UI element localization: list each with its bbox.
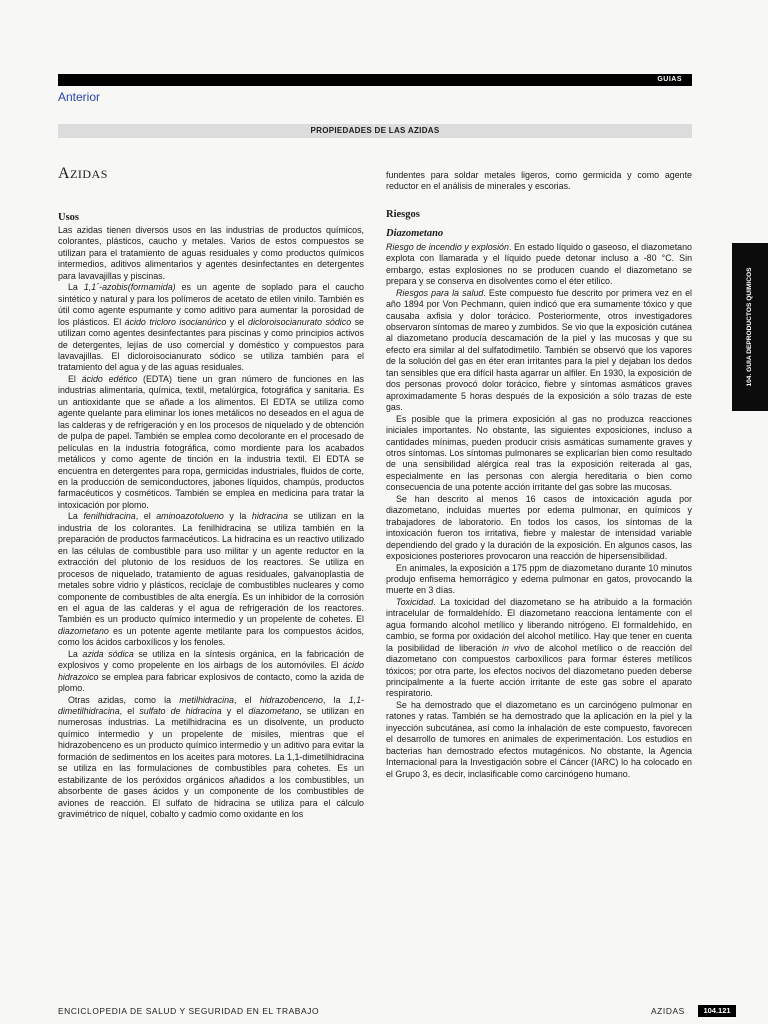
paragraph: El ácido edético (EDTA) tiene un gran número de funciones en las industrias alimentaria, química, textil, metalúrgica, fotográfica y sanitaria. Es un antioxidante que se añade a los alimentos. El EDTA se utiliza como agente quelante para eliminar los iones metálicos no deseados en el agua de las calderas y de refrigeración y en los procesos de niquelado y de obtención de pulpa de papel. También se emplea como decolorante en el procesado de películas en la industria fotográfica, como mordiente para los acabados metálicos y como agente de tinción en la industria textil. El EDTA se encuentra en detergentes para ropa, germicidas industriales, fluidos de corte, en la producción de semiconductores, jabones líquidos, champús, productos farmacéuticos y cosméticos. También se emplea en medicina para tratar la intoxicación por plomo. xyxy=(58,373,364,510)
paragraph: La fenilhidracina, el aminoazotolueno y la hidracina se utilizan en la industria de los colorantes. La fenilhidracina se utiliza también en la preparación de productos farmacéuticos. La hidracina es un reactivo utilizado en las células de combustible para uso militar y un agente reductor en la extracción del plutonio de los residuos de los reactores. Se utiliza en procesos de niquelado, tratamiento de aguas residuales, galvanoplastia de metales sobre vidrio y plásticos, reciclaje de combustibles nucleares y como componente de combustibles de alta energía. Es un inhibidor de la corrosión en el agua de las calderas y el agua de refrigeración de los reactores. También es un producto químico intermedio y un propelente de cohetes. El diazometano es un potente agente metilante para los compuestos ácidos, como los ácidos carboxílicos y los fenoles. xyxy=(58,511,364,648)
paragraph: Riesgos para la salud. Este compuesto fue descrito por primera vez en el año 1894 por Von Pechmann, quien indicó que era sumamente tóxico y que causaba axfisia y dolor torácico. Posteriormente, otros investigadores observaron síntomas de mareo y zumbidos. Se vio que la exposición cutánea al diazometano producía descamación de la piel y las mucosas y que su efecto era similar al del sulfatodimetilo. También se observó que los vapores de la solución del gas en éter eran irritantes para la piel y dejaban los dedos tan sensibles que era difícil hasta agarrar un alfiler. En 1930, la exposición de dos personas provocó dolor torácico, fiebre y síntomas asmáticos graves aproximadamente 5 horas después de la exposición a sólo trazas de este gas. xyxy=(386,287,692,413)
riesgos-heading: Riesgos xyxy=(386,208,420,220)
paragraph: Toxicidad. La toxicidad del diazometano se ha atribuido a la formación intracelular de formaldehído. El diazometano reacciona lentamente con el agua formando alcohol metílico y liberando nitrógeno. El formaldehído, en cambio, se forma por oxidación del alcohol metílico. Hay que tener en cuenta la posibilidad de liberación in vivo de alcohol metílico o de reacción del diazometano con compuestos carboxílicos para formar ésteres metílicos tóxicos; por otra parte, los efectos nocivos del diazometano pueden deberse principalmente a la fuerte acción irritante de este gas sobre el aparato respiratorio. xyxy=(386,596,693,699)
footer-section: AZIDAS xyxy=(651,1006,685,1016)
paragraph: Se han descrito al menos 16 casos de intoxicación aguda por diazometano, incluidas muertes por edema pulmonar, en químicos y trabajadores de laboratorio. En todos los casos, los síntomas de la intoxicación fueron tos irritativa, fiebre y malestar de intensidad variable dependiendo del grado y la duración de la exposición. En algunos casos, las exposiciones posteriores provocaron una reacción de hipersensibilidad. xyxy=(386,493,692,562)
paragraph: Riesgo de incendio y explosión. En estado líquido o gaseoso, el diazometano explota con llamarada y el líquido puede detonar incluso a -80 °C. Sin embargo, estas explosiones no se producen cuando el diazometano se prepara y se conserva en disolventes como el éter etílico. xyxy=(386,241,692,287)
page-number: 104.121 xyxy=(698,1005,736,1017)
right-column xyxy=(386,170,692,780)
section-header-bar xyxy=(58,74,692,86)
page-title: PROPIEDADES DE LAS AZIDAS xyxy=(310,126,440,135)
paragraph: Es posible que la primera exposición al gas no produzca reacciones iniciales importantes. No obstante, las siguientes exposiciones, incluso a cantidades mínimas, pueden producir crisis asmáticas sumamente graves y otros síntomas. Los síntomas pulmonares se explicarían bien como resultado de una sensibilidad alérgica real tras la exposición reiterada al gas, especialmente en las personas con alergia hereditaria o bien como consecuencia de una potente acción irritante del gas sobre las mucosas. xyxy=(386,413,692,493)
side-tab xyxy=(732,243,768,411)
previous-link[interactable]: Anterior xyxy=(58,90,101,104)
usos-heading: Usos xyxy=(58,212,80,223)
paragraph: fundentes para soldar metales ligeros, como germicida y como agente reductor en el análisis de minerales y escorias. xyxy=(386,170,692,192)
paragraph: Se ha demostrado que el diazometano es un carcinógeno pulmonar en ratones y ratas. También se ha demostrado que la aplicación en la piel y la inyección subcutánea, así como la inhalación de este compuesto, favorecen el desarrollo de tumores en animales de experimentación. Los estudios en bacterias han demostrado efectos mutagénicos. No obstante, la Agencia Internacional para la Investigación sobre el Cáncer (IARC) lo ha colocado en el Grupo 3, es decir, inclasificable como carcinógeno humano. xyxy=(386,699,692,779)
footer-title: ENCICLOPEDIA DE SALUD Y SEGURIDAD EN EL TRABAJO xyxy=(58,1006,320,1016)
diazometano-heading: Diazometano xyxy=(386,228,444,240)
side-tab-label: 104. GUIA DEPRODUCTOS QUIMICOS xyxy=(746,267,753,387)
page-title-bar xyxy=(58,124,692,138)
paragraph: La 1,1´-azobis(formamida) es un agente de soplado para el caucho sintético y natural y para los polímeros de acetato de etilen vinilo. También es útil como agente espumante y como aditivo para aumentar la porosidad de los plásticos. El ácido tricloro isocianúrico y el dicloroisocianurato sódico se utilizan como agentes desinfectantes para piscinas y como principios activos de detergentes, lejías de uso comercial y doméstico y compuestos para lavavajillas. El dicloroisocianurato sódico se utiliza también para el tratamiento del agua y de las aguas residuales. xyxy=(58,282,364,373)
paragraph: Otras azidas, como la metilhidracina, el hidrazobenceno, la 1,1-dimetilhidracina, el sulfato de hidracina y el diazometano, se utilizan en numerosas industrias. La metilhidracina es un disolvente, un producto químico intermedio y un propelente de misiles, mientras que el hidrazobenceno es un producto químico intermedio y un aditivo para evitar la formación de sedimentos en los aceites para motores. La 1,1-dimetilhidracina se utiliza en las formulaciones de combustibles para cohetes. Es un estabilizante de los peróxidos orgánicos añadidos a los combustibles, un absorbente de gases ácidos y un componente de los combustibles de aviones de reacción. El sulfato de hidracina se utiliza para el cálculo gravimétrico de níquel, cobalto y cadmio como oxidante en los xyxy=(58,694,365,820)
left-column xyxy=(58,225,364,821)
section-tag: GUIAS xyxy=(657,76,682,83)
paragraph: Las azidas tienen diversos usos en las industrias de productos químicos, colorantes, plásticos, caucho y metales. Varios de estos compuestos se utilizan para el tratamiento de aguas residuales y como productos químicos intermedios, aditivos alimentarios y agentes desinfectantes en detergentes para lavavajillas y piscinas. xyxy=(58,225,364,281)
paragraph: En animales, la exposición a 175 ppm de diazometano durante 10 minutos produjo enfisema hemorrágico y edema pulmonar en gatos, provocando la muerte en 3 días. xyxy=(386,562,692,596)
paragraph: La azida sódica se utiliza en la síntesis orgánica, en la fabricación de explosivos y como propelente en los airbags de los automóviles. El ácido hidrazoico se emplea para fabricar explosivos de contacto, como la azida de plomo. xyxy=(58,648,364,694)
main-heading: AZIDAS xyxy=(58,165,108,182)
